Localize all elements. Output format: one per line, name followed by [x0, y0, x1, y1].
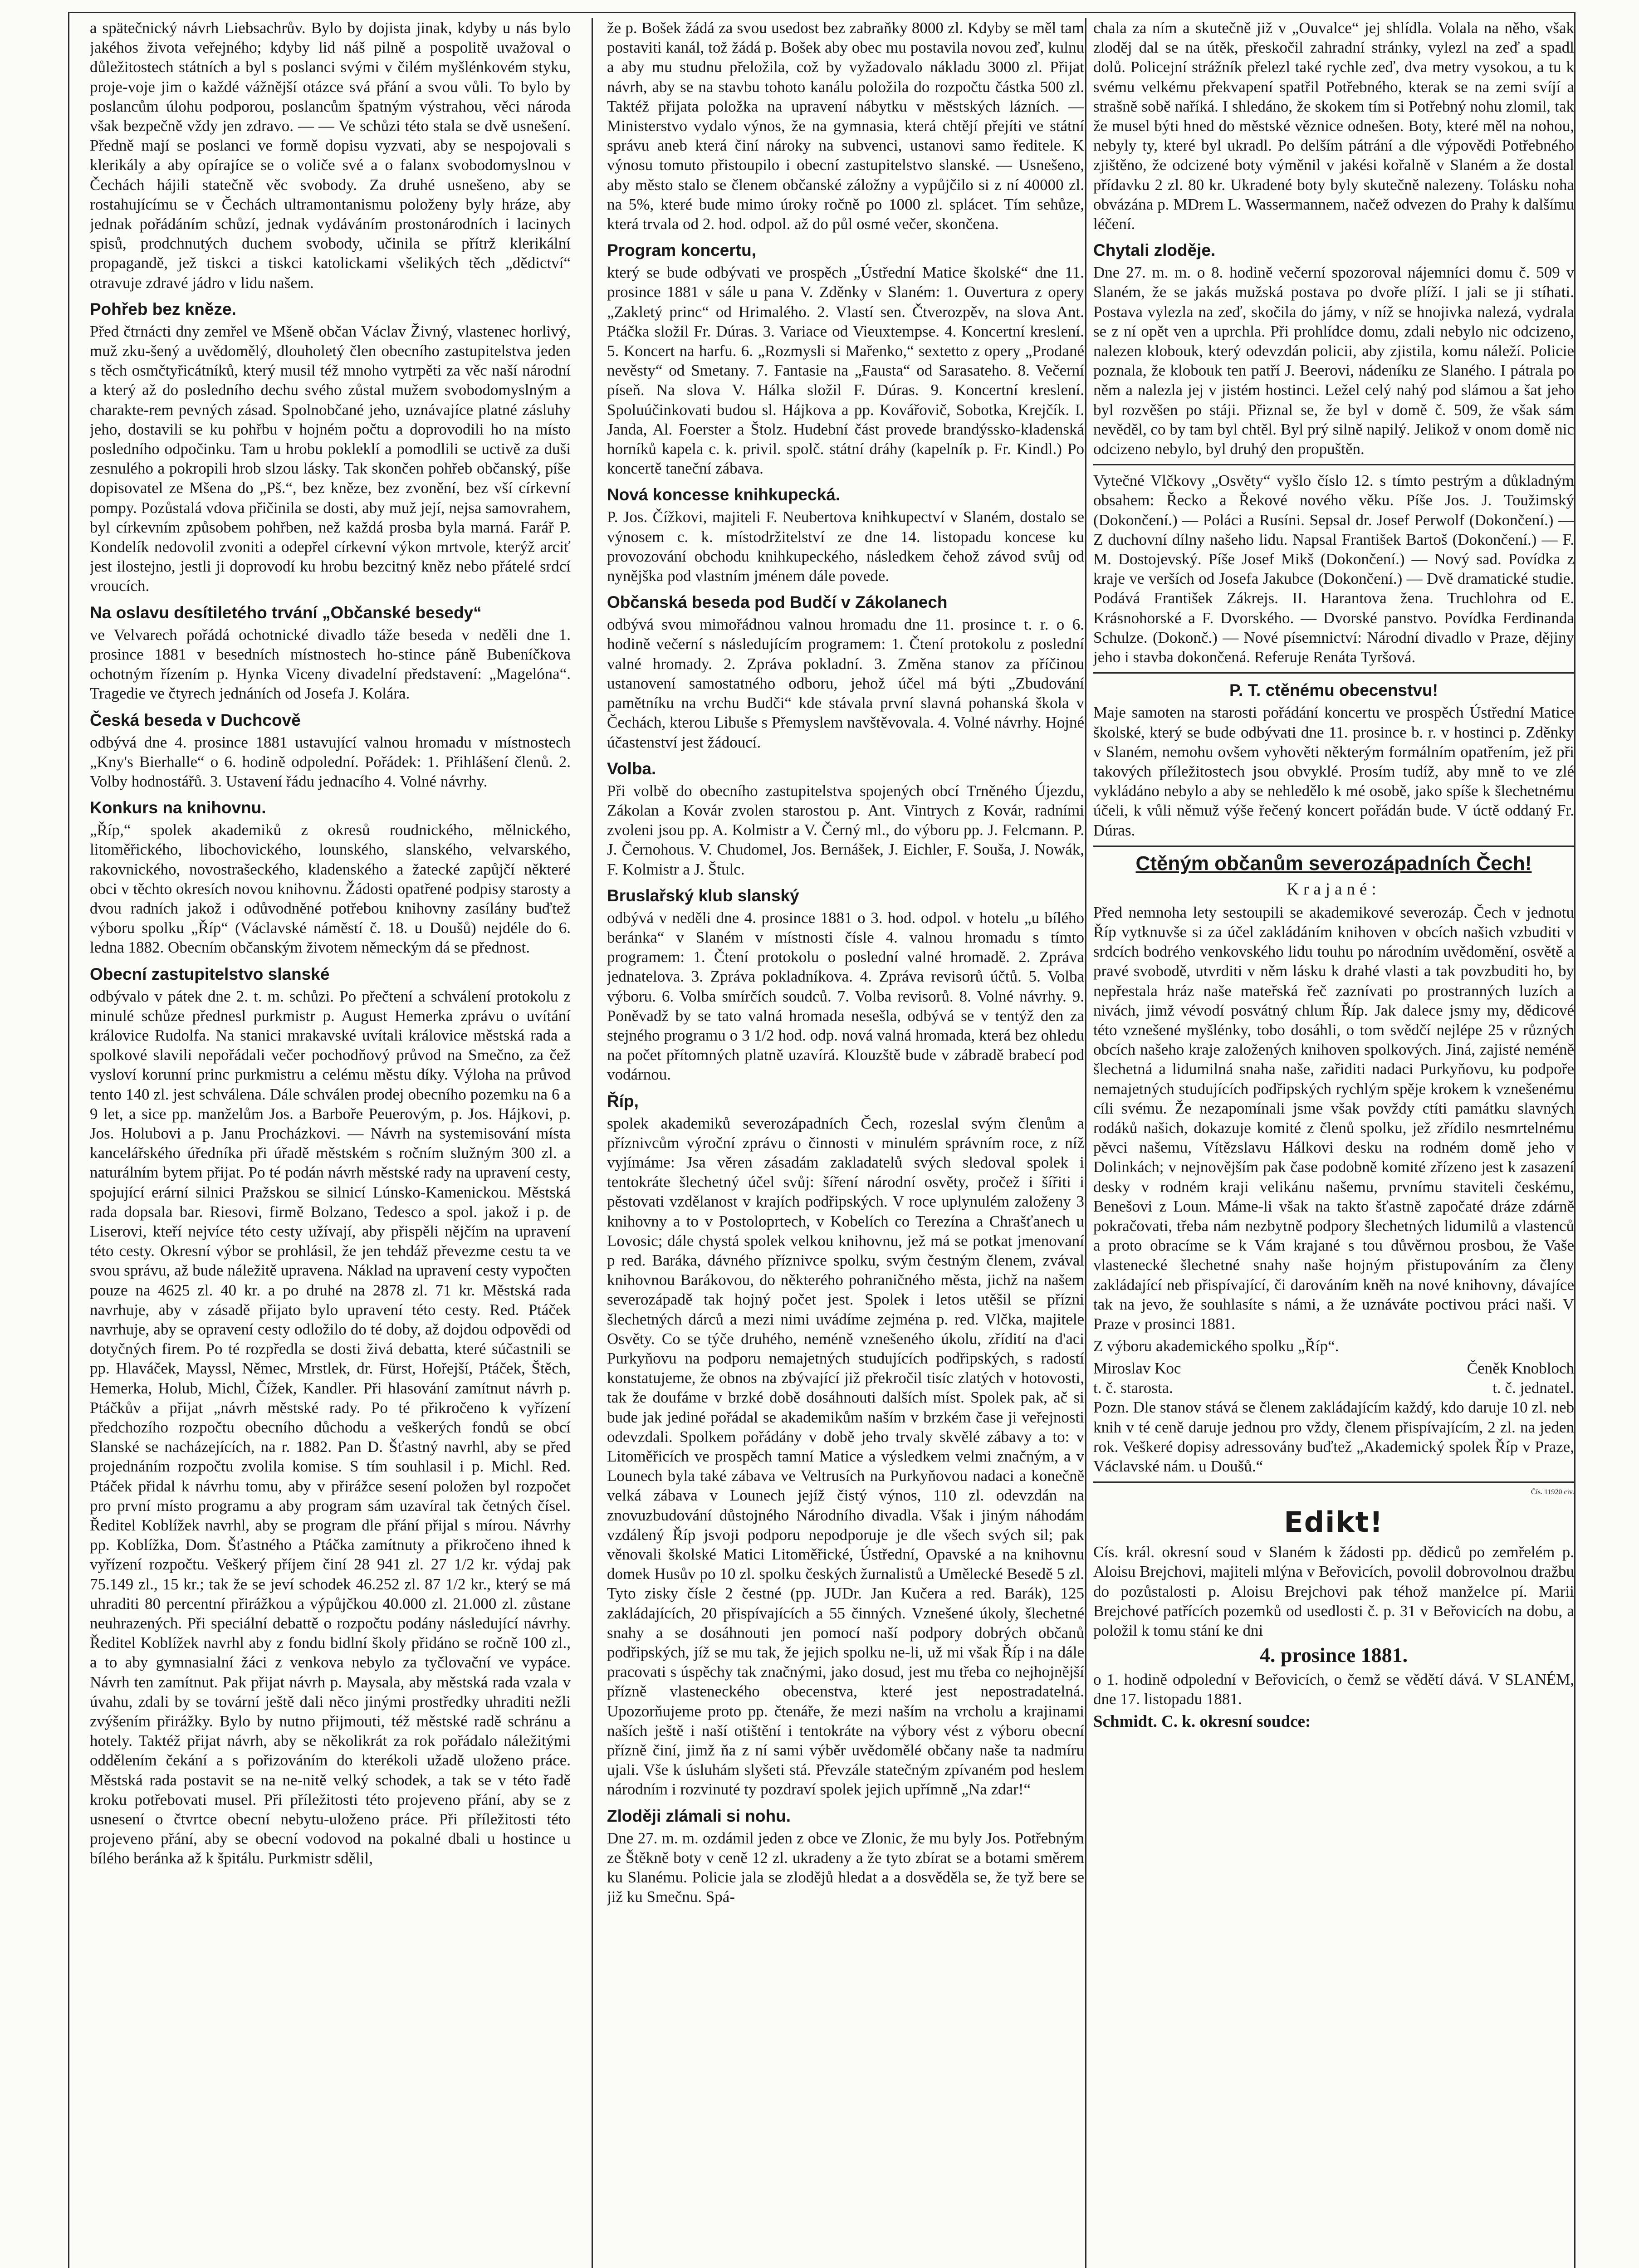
signature-right: Čeněk Knobloch — [1467, 1359, 1574, 1378]
article-paragraph: P. Jos. Čížkovi, majiteli F. Neubertova knihkupectví v Slaném, dostalo se výnosem c. k. místodržitelství ze dne 14. listopadu koncese ku provozování obchodu knihkupeckého, následkem čehož závod svůj od nynějška pod vlastním jménem dále povede. — [607, 508, 1084, 585]
section-heading: Chytali zloděje. — [1093, 241, 1216, 260]
article-paragraph: odbývá dne 4. prosince 1881 ustavující valnou hromadu v místnostech „Kny's Bierhalle“ o 6. hodině odpolední. Pořádek: 1. Přihlášení členů. 2. Volby hodnostářů. 3. Ustavení řádu jednacího 4. Volné návrhy. — [90, 733, 571, 790]
section-heading: Volba. — [607, 759, 656, 778]
section-heading: Pohřeb bez kněze. — [90, 299, 236, 318]
signature-line — [1093, 1359, 1574, 1378]
article-paragraph: Před nemnoha lety sestoupili se akademikové severozáp. Čech v jednotu Říp vytknuvše si za účel zakládáním knihoven v obcích našich vzbuditi v srdcích bodrého venkovského lidu touhu po národním uvědomění, osvětě a pravé svobodě, utvrditi v něm lásku k drahé vlasti a tak povzbuditi ho, by nepřestala hráz naše mateřská řeč zaznívati po prostranných luzích a nivách, jimž vévodí posvátný chlum Říp. Jak dalece jsmy my, dědicové této vznešené myšlénky, tobo dosáhli, o tom svědčí nejlépe 25 v různých obcích našeho kraje založených knihoven spolkových. Jiná, zajisté neméně šlechetná a lidumilná snaha naše, zařiditi nadaci Purkyňovu, ku podpoře nemajetných studujících podřipských rychlým spěje krokem k vznešenému cíli svému. Že nezapomínali jsme však povždy ctíti památku slavných rodáků našich, dokazuje komité z členů spolku, jež zřídilo nesmrtelnému pěvci našemu, Vítězslavu Hálkovi desku na rodném domě jeho v Dolinkách; v nejnovějším pak čase podobně komité zřízeno jest k zasazení desky v rodném kraji velikánu našemu, prvnímu staviteli českému, Benešovi z Loun. Máme-li však na takto šťastně započaté dráze zdárně pokračovati, třeba nám nezbytně podpory šlechetných lidumilů a vlastenců a proto obracíme se k Vám krajané s tou důvěrnou prosbou, že Vaše vlastenecké šlechetné snahy naše hojným přistupováním za členy zakládající neb přispívající, či darováním kněh na nové knihovny, dávajíce tak na jevo, že souhlasíte s námi, a že uznáváte poctivou práci naši. V Praze v prosinci 1881. — [1093, 903, 1574, 1333]
article-paragraph: chala za ním a skutečně již v „Ouvalce“ jej shlídla. Volala na něho, však zloděj dal se na útěk, přeskočil zahradní stránky, vylezl na zeď a spadl dolů. Policejní strážník přelezl také rychle zeď, dva metry vysokou, a tu k svému velkému překvapení spatřil Potřebného, kterak se na zemi svíjí a strašně sobě naříká. I shledáno, že skokem tím si Potřebný nohu zlomil, tak že musel býti hned do městské věznice odnešen. Boty, které měl na nohou, nebyly ty, které byl ukradl. Po delším pátrání a dle výpovědi Potřebného zjištěno, že odcizené boty výměnil v jakési kořalně v Slaném a že dostal přídavku 2 zl. 80 kr. Ukradené boty byly skutečně nalezeny. Tolásku noha obvázána p. MDrem L. Wassermannem, načež odvezen do Prahy k dalšímu léčení. — [1093, 19, 1574, 233]
section-heading: Konkurs na knihovnu. — [90, 798, 266, 817]
column-right — [1093, 18, 1574, 2268]
article-paragraph: Maje samoten na starosti pořádání koncertu ve prospěch Ústřední Matice školské, který se bude odbývati dne 11. prosince b. r. v hostinci p. Zděnky v Slaném, nemohu ovšem vyhověti některým formálním opatřením, jež při takových příležitostech jsou obvyklé. Prosím tudíž, aby mně to ve zlé vykládáno nebylo a aby se nehledělo k mé osobě, jako spíše k šlechetnému účeli, k vůli němuž výše řečený koncert pořádán bude. V úctě oddaný Fr. Dúras. — [1093, 704, 1574, 839]
article-paragraph: Vytečné Vlčkovy „Osvěty“ vyšlo číslo 12. s tímto pestrým a důkladným obsahem: Řecko a Řekové nového věku. Píše Jos. J. Toužimský (Dokončení.) — Poláci a Rusíni. Sepsal dr. Josef Perwolf (Dokončení.) — Z duchovní dílny našeho lidu. Napsal František Bartoš (Dokončení.) — F. M. Dostojevský. Píše Josef Mikš (Dokončení.) — Nový sad. Povídka z kraje ve verších od Josefa Jakubce (Dokončení.) — Dvě dramatické studie. Podává František Zákrejs. II. Harantova žena. Truchlohra od E. Krásnohorské a F. Dvorského. — Dvorské panstvo. Povídka Ferdinanda Schulze. (Dokonč.) — Nové písemnictví: Národní divadlo v Praze, dějiny jeho i stavba dokončená. Referuje Renáta Tyršová. — [1093, 472, 1574, 666]
section-heading: Program koncertu, — [607, 241, 756, 260]
case-number: Čís. 11920 civ. — [1531, 1488, 1574, 1496]
edict-title: Edikt! — [1284, 1505, 1384, 1539]
article-paragraph: odbývalo v pátek dne 2. t. m. schůzi. Po přečtení a schválení protokolu z minulé schůze přednesl purkmistr p. August Hemerka zprávu o uvítání královice Rudolfa. Na stanici mrakavské uvítali královice městská rada a spolkové slavili nepořádali večer pochodňový průvod na Smečno, za čež vysloví korunní princ purkmistru a celému městu díky. Výloha na průvod tento 140 zl. jest schválena. Dále schválen prodej obecního pozemku na 6 a 9 let, a sice pp. manželům Jos. a Barboře Peuerovým, p. Jos. Hájkovi, p. Jos. Holubovi a p. Janu Procházkovi. — Návrh na systemisování místa kancelářského úředníka při úřadě městském s ročním služným 300 zl. a naturálním bytem přijat. Po té podán návrh městské rady na upravení cesty, spojující erární silnici Pražskou se silnicí Lúnsko-Kamenickou. Městská rada dopsala bar. Riesovi, firmě Bolzano, Tedesco a spol. jakož i p. de Liserovi, kteří nejvíce této cesty užívají, aby přispěli nějčím na upravení této cesty. Okresní výbor se prohlásil, že jen tehdáž převezme cestu ta ve svou správu, až bude náležitě upravena. Náklad na upravení cesty vypočten pouze na 4625 zl. 40 kr. a po druhé na 2878 zl. 71 kr. Městská rada navrhuje, aby v zásadě přijato bylo upravení této cesty. Red. Ptáček navrhuje, aby se opravení cesty odložilo do té doby, až dojdou odpovědi od dotyčných firem. Po té rozpředla se dosti živá debatta, které súčastnili se pp. Hlaváček, Mayssl, Němec, Mrstlek, dr. Fürst, Hořejší, Ptáček, Štěch, Hemerka, Holub, Michl, Čížek, Kandler. Při hlasování zamítnut návrh p. Ptáčkův a přijat „návrh městské rady. Po té přikročeno k vyřízení předchozího rozpočtu obecního důchodu a veškerých fondů se obcí Slanské se nacházejících, na r. 1882. Pan D. Šťastný navrhl, aby se před projednáním rozpočtu zvolila komise. S tím souhlasil i p. Michl. Red. Ptáček přidal k návrhu tomu, aby v přirážce sesení položen byl rozpočet pro první místo programu a aby program sám uzavíral tak četných čísel. Ředitel Koblížek navrhl, aby se program dle přání přijal s mírou. Návrhy pp. Koblížka, Dom. Šťastného a Ptáčka zamítnuty a přikročeno ihned k vyřízení rozpočtu. Veškerý příjem činí 28 941 zl. 27 1/2 kr. výdaj pak 75.149 zl., 15 kr.; tak že se jeví schodek 46.252 zl. 87 1/2 kr., který se má uhraditi 80 percentní přirážkou a výpůjčkou 40.000 zl. 21.000 zl. zůstane neuhrazených. Při speciální debattě o rozpočtu podány následující návrhy. Ředitel Koblížek navrhl aby z fondu bidlní školy přidáno se ročně 100 zl., a to aby gymnasialní žáci z venkova nebylo za tyčlovační ve vypáce. Návrh ten zamítnut. Pak přijat návrh p. Maysala, aby městská rada vzala v úvahu, zdali by se tovární ještě dali něco jinými prostředky uhraditi nežli zvýšením přirážky. Bylo by nutno přijmouti, též městské radě schránu a hotely. Taktéž přijat návrh, aby se několikrát za rok pořádalo náležitými oddělením čekání a s pořizováním do kterékoli užadě uloženo práce. Městská rada postavit se na ne-nitě velký schodek, a tak se v této řadě kroku potřebovati musel. Při příležitosti této projeveno přání, aby se z usnesení o čtvrtce obecní nebytu-uloženo práce. Při příležitosti této projeveno přání, aby se obecní vodovod na pokalné dbali u hostince u bílého beránka až k špitálu. Purkmistr sdělil, — [90, 987, 571, 1867]
section-heading: Bruslařský klub slanský — [607, 886, 799, 905]
section-divider — [1093, 1481, 1574, 1483]
signature-left: Miroslav Koc — [1093, 1359, 1181, 1378]
section-heading: Zloději zlámali si nohu. — [607, 1806, 791, 1825]
section-heading: Na oslavu desítiletého trvání „Občanské besedy“ — [90, 603, 482, 622]
article-paragraph: ve Velvarech pořádá ochotnické divadlo táže beseda v neděli dne 1. prosince 1881 v besedních místnostech ho-stince páně Bubeníčkova ochotným řízením p. Hynka Viceny divadelní představení: „Magelóna“. Tragedie ve čtyrech jednáních od Josefa J. Kolára. — [90, 626, 571, 703]
section-divider — [1093, 464, 1574, 465]
article-paragraph: Cís. král. okresní soud v Slaném k žádosti pp. dědiců po zemřelém p. Aloisu Brejchovi, majiteli mlýna v Beřovicích, povolil dobrovolnou dražbu do pozůstalosti p. Aloisu Brejchovi pak téhož manželce pí. Marii Brejchové patřících pozemků od usedlosti č. p. 31 v Beřovicích na dobu, a položil k tomu stání ke dni — [1093, 1543, 1574, 1640]
column-left — [90, 18, 571, 2268]
article-paragraph: a spätečnický návrh Liebsachrův. Bylo by dojista jinak, kdyby u nás bylo jakéhos života veřejného; kdyby lid náš pilně a pospolitě uvažoval o důležitostech státních a byl s poslanci svými v čilém myšlénkovém styku, proje-voje jim o každé vážnější otázce svá přání a svou vůli. To bylo by poslancům úlohu podporou, poslancům špatným výstrahou, věci národa však bezpečně vždy jen zdravo. — — Ve schůzi této stala se dvě usnešení. Předně mají se poslanci ve formě dopisu vyzvati, aby se nespojovali s klerikály a aby opírajíce se o voliče své a o falanx svobodomyslnou v Čechách hájili statečně věc svobody. Za druhé usnešeno, aby se rostahujícímu se v Čechách ultramontanismu položeny byly hráze, aby jednak pořádáním schůzí, jednak vydáváním prostonárodních i lacinych spisů, prodchnutých duchem svobody, učinila se přítrž klerikální propagandě, jež tiskci a tiskci katolickami všelikých těch „dědictví“ otravuje zdravé jádro v lidu našem. — [90, 19, 571, 292]
appeal-title: Ctěným občanům severozápadních Čech! — [1135, 852, 1532, 875]
column-middle — [607, 18, 1084, 2268]
article-paragraph: Z výboru akademického spolku „Říp“. — [1093, 1337, 1339, 1355]
article-paragraph: Před čtrnácti dny zemřel ve Mšeně občan Václav Živný, vlastenec horlivý, muž zku-šený a uvědomělý, dlouholetý člen obecního zastupitelstva jeden s těch osmčtyřicátníků, který musil též mnoho vytrpěti za věc naší národní a který až do posledního dechu svého zůstal mužem svobodomyslným a charakte-rem pevných zásad. Spolnobčané jeho, uznávajíce platné zásluhy jeho, dostavili se ku pohřbu v hojném počtu a doprovodili ho na místo posledního odpočinku. Tam u hrobu pokleklí a pomodlili se uctivě za duši zesnulého a pokropili hrob slzou lásky. Tak skončen pohřeb občanský, píše dopisovatel ze Mšena do „Pš.“, bez kněze, bez zvonění, bez vší církevní pompy. Pozůstalá vdova přičinila se dosti, aby muž její, nejsa samovrahem, byl církevním způsobem pohřben, než každá prosba byla marná. Farář P. Kondelík nedovolil zvoniti a odepřel církevní výkon mrtvole, kterýž arciť jest ilostejno, jestli ji doprovodí ku hrobu bezcitný kněz nebo přátelé srdcí vroucích. — [90, 322, 571, 595]
article-paragraph: „Říp,“ spolek akademiků z okresů roudnického, mělnického, litoměřického, libochovického, lounského, slanského, velvarského, rakovnického, novostrašeckého, kladenského a žatecké zapůjčí některé obci v těchto okresích novou knihovnu. Žádosti opatřené podpisy starosty a dvou radních jakož i odůvodněné potřebou knihovny zasílány buďtež výboru spolku „Říp“ (Václavské náměstí č. 18. u Doušů) nejdéle do 6. ledna 1882. Obecním občanským životem německým dá se přednost. — [90, 821, 571, 957]
article-paragraph: spolek akademiků severozápadních Čech, rozeslal svým členům a příznivcům výroční zprávu o činnosti v minulém správním roce, z níž vyjímáme: Jsa věren zásadám zakladatelů svých sledoval spolek i tentokráte šlechetný účel svůj: šíření národní osvěty, pročež i šířiti i pěstovati vzdělanost v krajích podřipských. V roce uplynulém založeny 3 knihovny a to v Postoloprtech, v Kobelích co Terezína a Chrašťanech u Lovosic; dále chystá spolek velkou knihovnu, jež má se potkat jmenovaní p red. Baráka, dávného příznivce spolku, svým čestným členem, zvával knihovnou Barákovou, do některého pohraničného města, jichž na našem severozápadě tak hojný počet jest. Spolek i letos utěšil se přízni šlechetných dárců a mezi nimi uvádíme zejména p. red. Vlčka, majitele Osvěty. Co se týče druhého, neméně vznešeného úkolu, zřídití na d'aci Purkyňovu na podporu nemajetných studujících podřipských, s radostí konstatujeme, že obnos na zbývající již překročil tisíc zlatých v hotovosti, tak že doufáme v brzké době dosáhnouti dalších míst. Spolek pak, ač si bude jak jediné pořádal se akademikům naším v brzkém čase ji veřejnosti odevzdali. Spolkem pořádány v době jeho trvaly skvělé zábavy a to: v Litoměřicích ve prospěch tamní Matice a výsledkem velmi značným, a v Lounech byla také zábava ve Veltrusích na Purkyňovou nadaci a konečně velká zábava v Lounech jejíž čistý výnos, 110 zl. odevzdán na znovuzbudování důstojného Národního divadla. Však i jiným náhodám vzdálený Říp jsvoji podporu nepodporuje je dle všech svých sil; pak věnovali školské Matici Litoměřické, Ústřední, Opavské a na knihovnu domek Husův po 10 zl. spolku českých žurnalistů a Umělecké Besedě 5 zl. Tyto zisky čísle 2 čestné (pp. JUDr. Jan Kučera a red. Barák), 125 zakládajících, 20 přispívajících a 55 činných. Vznešené úkoly, šlechetné snahy a se dosáhnouti jen pomocí naší podpory dobrých občanů podřipských, jíž se mu tak, že jejich spolku ne-li, už mi však Říp i na dále pracovati s úspěchy tak značnými, jako dosud, jest mu třeba co nejhojnější přízně vlasteneckého obecenstva, které jest nepostradatelná. Upozorňujeme proto pp. čtenáře, že mezi naším na vrcholu a krajinami naších ještě i naší otištění i tentokráte na výbory vést z výboru obecní přízně činí, jimž ňa z ní sami výběr uvědomělé občany naše ta nadmíru ujali. Vše k úsluhám slyšeti stá. Převzále statečným zpívaném pod heslem národním i rozvinuté ty pozdraví spolek jejich upřímně „Na zdar!“ — [607, 1114, 1084, 1799]
article-paragraph: Při volbě do obecního zastupitelstva spojených obcí Trněného Újezdu, Zákolan a Kovár zvolen starostou p. Ant. Vintrych z Kovár, radními zvoleni jsou pp. A. Kolmistr a V. Černý ml., do výboru pp. J. Felcmann. P. J. Černohous. V. Chudomel, Jos. Bernášek, J. Eichler, F. Souša, J. Nowák, F. Kolmistr a J. Štulc. — [607, 782, 1084, 878]
article-paragraph: který se bude odbývati ve prospěch „Ústřední Matice školské“ dne 11. prosince 1881 v sále u pana V. Zděnky v Slaném: 1. Ouvertura z opery „Zakletý princ“ od Hrimalého. 2. Vlastí sen. Čtverozpěv, na slova Ant. Ptáčka složil Fr. Dúras. 3. Variace od Vieuxtempse. 4. Koncertní kreslení. 5. Koncert na harfu. 6. „Rozmysli si Mařenko,“ sextetto z opery „Prodané nevěsty“ od Smetany. 7. Fantasie na „Fausta“ od Sarasateho. 8. Večerní píseň. Na slova V. Hálka složil F. Dúras. 9. Koncertní kreslení. Spoluúčinkovati budou sl. Hájkova a pp. Kovářovič, Sobotka, Krejčík. I. Janda, Al. Foerster a Štolz. Hudební část provede brandýssko-kladenská horníků kapela c. k. privil. spolč. státní dráhy (kapelník p. Fr. Kindl.) Po koncertě taneční zábava. — [607, 264, 1084, 478]
section-heading: Česká beseda v Duchcově — [90, 710, 301, 729]
signature-line — [1093, 1378, 1574, 1398]
court-signoff: Schmidt. C. k. okresní soudce: — [1093, 1712, 1311, 1731]
article-paragraph: odbývá svou mimořádnou valnou hromadu dne 11. prosince t. r. o 6. hodině večerní s následujícím programem: 1. Čtení protokolu z poslední valné hromady. 2. Zpráva pokladní. 3. Změna stanov za příčinou ustanovení samostatného odboru, jehož účel má býti „Zbudování pamětníku na vrchu Budči“ kde stávala první slavná pohanská škola v Čechách, kterou Libuše s Přemyslem navštěvovala. 4. Volné návrhy. Hojné účastenství jest žádoucí. — [607, 616, 1084, 751]
article-paragraph: odbývá v neděli dne 4. prosince 1881 o 3. hod. odpol. v hotelu „u bílého beránka“ v Slaném v místnosti čísle 4. valnou hromadu s tímto programem: 1. Čtení protokolu o poslední valné hromadě. 2. Zpráva jednatelova. 3. Zpráva pokladníkova. 4. Zpráva revisorů účtů. 5. Volba výboru. 6. Volba smírčích soudců. 7. Volba revisorů. 8. Volné návrhy. 9. Poněvadž by se tato valná hromada nesešla, odbývá se v tentýž den za stejného programu o 3 1/2 hod. odp. nová valná hromada, která bez ohledu na počet přítomných platně uzavírá. Klouzště bude v zábradě brabecí pod vodárnou. — [607, 909, 1084, 1084]
column-rule — [592, 18, 593, 2268]
section-heading: Říp, — [607, 1091, 639, 1110]
column-rule — [1085, 18, 1086, 2268]
section-heading: Občanská beseda pod Budčí v Zákolanech — [607, 593, 948, 612]
section-divider — [1093, 846, 1574, 847]
article-paragraph: že p. Bošek žádá za svou usedost bez zabraňky 8000 zl. Kdyby se měl tam postaviti kanál, tož žádá p. Bošek aby obec mu postavila novou zeď, kulnu a aby mu studnu přeložila, což by vyžadovalo nákladu 3000 zl. Přijat návrh, aby se na stavbu tohoto kanálu položila do rozpočtu částka 500 zl. Taktéž přijata položka na upravení nábytku v městských lázních. — Ministerstvo vydalo výnos, že na gymnasia, která chtějí přejíti ve státní správu aneb která činí nároky na subvenci, ustanovi samo ředitele. K výnosu tomuto přistoupilo i obecní zastupitelstvo slanské. — Usnešeno, aby město stalo se členem občanské záložny a vypůjčilo si z ní 40000 zl. na 5%, které bude mimo úroky ročně po 1000 zl. splácet. Tím sehůze, která trvala od 2. hod. odpol. až do půl osmé večer, skončena. — [607, 19, 1084, 233]
hearing-date: 4. prosince 1881. — [1259, 1643, 1408, 1667]
signature-left: t. č. starosta. — [1093, 1379, 1173, 1397]
section-divider — [1093, 672, 1574, 674]
article-paragraph: Pozn. Dle stanov stává se členem zakládajícím každý, kdo daruje 10 zl. neb knih v té ceně daruje jednou pro vždy, členem přispívajícím, 2 zl. na jeden rok. Veškeré dopisy adressovány buďtež „Akademický spolek Říp v Praze, Václavské nám. u Doušů.“ — [1093, 1398, 1574, 1475]
section-heading: P. T. ctěnému obecenstvu! — [1229, 681, 1438, 700]
article-paragraph: Dne 27. m. m. ozdámil jeden z obce ve Zlonic, že mu byly Jos. Potřebným ze Štěkně boty v ceně 12 zl. ukradeny a že tyto zbírat se a botami směrem ku Slanému. Policie jala se zlodějů hledat a a dosvěděla se, že tyž bere se již ku Smečnu. Spá- — [607, 1829, 1084, 1906]
salutation: Krajané: — [1287, 880, 1381, 899]
section-heading: Nová koncesse knihkupecká. — [607, 485, 841, 504]
article-paragraph: o 1. hodině odpolední v Beřovicích, o čemž se vědětí dává. V SLANÉM, dne 17. listopadu 1881. — [1093, 1671, 1574, 1708]
section-heading: Obecní zastupitelstvo slanské — [90, 964, 330, 983]
signature-right: t. č. jednatel. — [1492, 1379, 1574, 1397]
article-paragraph: Dne 27. m. m. o 8. hodině večerní spozoroval nájemníci domu č. 509 v Slaném, že se jakás mužská postava po dvoře plíží. I jali se ji stíhati. Postava vylezla na zeď, skočila do jámy, v níž se hnojivka nalezá, vydrala se z ní opět ven a uprchla. Při prohlídce domu, zdali nebylo nic odcizeno, nalezen klobouk, který odevzdán policii, aby zjistila, komu náleží. Policie poznala, že klobouk ten patří J. Beerovi, nádeníku ze Slaného. I pátrala po něm a nalezla jej v jistém hostinci. Ležel celý nahý pod slámou a šat jeho byl rozvěšen po stáji. Přiznal se, že byl v domě č. 509, že však sám nevěděl, co by tam byl chtěl. Byl prý silně napilý. Jelikož v onom domě nic odcizeno nebylo, byl druhý den propuštěn. — [1093, 264, 1574, 458]
